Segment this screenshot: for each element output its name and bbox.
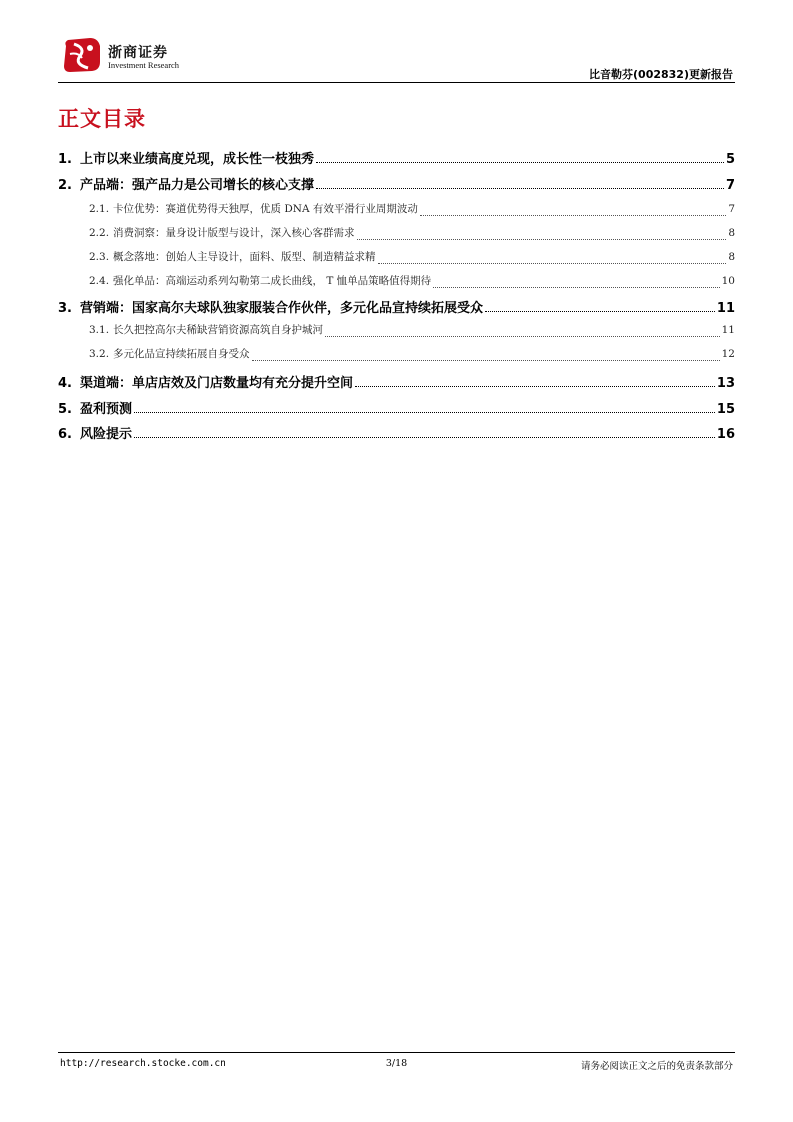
toc-entry-title: 产品端：强产品力是公司增长的核心支撑 [80, 178, 315, 193]
report-title: 比音勒芬(002832)更新报告 [589, 68, 733, 81]
toc-entry-title: 卡位优势：赛道优势得天独厚，优质 DNA 有效平滑行业周期波动 [113, 203, 418, 215]
toc-entry-page: 15 [716, 402, 735, 417]
toc-subsection-entry[interactable] [58, 249, 735, 267]
toc-dot-leader [420, 215, 726, 216]
footer-divider [58, 1052, 735, 1053]
toc-dot-leader [316, 188, 724, 189]
toc-entry-title: 风险提示 [80, 427, 133, 442]
toc-dot-leader [134, 437, 715, 438]
disclaimer-note: 请务必阅读正文之后的免责条款部分 [580, 1061, 733, 1072]
toc-entry-number: 2.1. [89, 203, 110, 215]
logo-mark-icon [60, 36, 104, 74]
toc-entry-page: 13 [716, 376, 735, 391]
toc-section-entry[interactable] [58, 297, 735, 315]
toc-dot-leader [316, 162, 724, 163]
toc-entry-page: 5 [725, 152, 735, 167]
toc-subsection-entry[interactable] [58, 273, 735, 291]
toc-dot-leader [357, 239, 727, 240]
toc-entry-page: 10 [721, 275, 735, 287]
logo-name-cn: 浙商证券 [108, 45, 168, 61]
toc-entry-number: 2. [58, 178, 72, 193]
toc-entry-page: 11 [721, 324, 735, 336]
header-divider [58, 82, 735, 83]
footer-url-link[interactable]: http://research.stocke.com.cn [60, 1058, 226, 1069]
toc-entry-number: 3.1. [89, 324, 110, 336]
toc-dot-leader [433, 287, 719, 288]
toc-dot-leader [378, 263, 727, 264]
toc-entry-title: 盈利预测 [80, 402, 133, 417]
toc-subsection-entry[interactable] [58, 225, 735, 243]
toc-entry-number: 2.2. [89, 227, 110, 239]
toc-dot-leader [325, 336, 720, 337]
toc-section-entry[interactable] [58, 148, 735, 166]
toc-entry-title: 多元化品宣持续拓展自身受众 [113, 348, 250, 360]
toc-entry-number: 6. [58, 427, 72, 442]
toc-section-entry[interactable] [58, 423, 735, 441]
toc-entry-page: 7 [725, 178, 735, 193]
toc-entry-page: 8 [728, 227, 735, 239]
toc-entry-title: 概念落地：创始人主导设计，面料、版型、制造精益求精 [113, 251, 376, 263]
toc-entry-number: 2.4. [89, 275, 110, 287]
toc-entry-title: 营销端：国家高尔夫球队独家服装合作伙伴，多元化品宣持续拓展受众 [80, 301, 484, 316]
page-indicator: 3/18 [385, 1058, 408, 1069]
toc-entry-page: 7 [728, 203, 735, 215]
toc-entry-page: 16 [716, 427, 735, 442]
toc-subsection-entry[interactable] [58, 201, 735, 219]
toc-entry-title: 长久把控高尔夫稀缺营销资源高筑自身护城河 [113, 324, 323, 336]
toc-entry-page: 11 [716, 301, 735, 316]
toc-section-entry[interactable] [58, 398, 735, 416]
toc-subsection-entry[interactable] [58, 322, 735, 340]
logo-name-en: Investment Research [108, 60, 180, 70]
toc-entry-title: 强化单品：高端运动系列勾勒第二成长曲线， T 恤单品策略值得期待 [113, 275, 432, 287]
toc-entry-title: 上市以来业绩高度兑现，成长性一枝独秀 [80, 152, 315, 167]
company-logo [60, 36, 180, 76]
toc-section-entry[interactable] [58, 372, 735, 390]
toc-entry-number: 4. [58, 376, 72, 391]
toc-entry-title: 消费洞察：量身设计版型与设计，深入核心客群需求 [113, 227, 355, 239]
toc-entry-number: 3. [58, 301, 72, 316]
toc-heading: 正文目录 [58, 107, 146, 131]
toc-section-entry[interactable] [58, 174, 735, 192]
toc-entry-title: 渠道端：单店店效及门店数量均有充分提升空间 [80, 376, 354, 391]
toc-entry-number: 1. [58, 152, 72, 167]
toc-dot-leader [134, 412, 715, 413]
toc-dot-leader [252, 360, 720, 361]
toc-entry-number: 3.2. [89, 348, 110, 360]
toc-entry-number: 2.3. [89, 251, 110, 263]
toc-entry-page: 8 [728, 251, 735, 263]
toc-dot-leader [485, 311, 715, 312]
toc-dot-leader [355, 386, 715, 387]
toc-entry-number: 5. [58, 402, 72, 417]
toc-subsection-entry[interactable] [58, 346, 735, 364]
toc-entry-page: 12 [721, 348, 735, 360]
